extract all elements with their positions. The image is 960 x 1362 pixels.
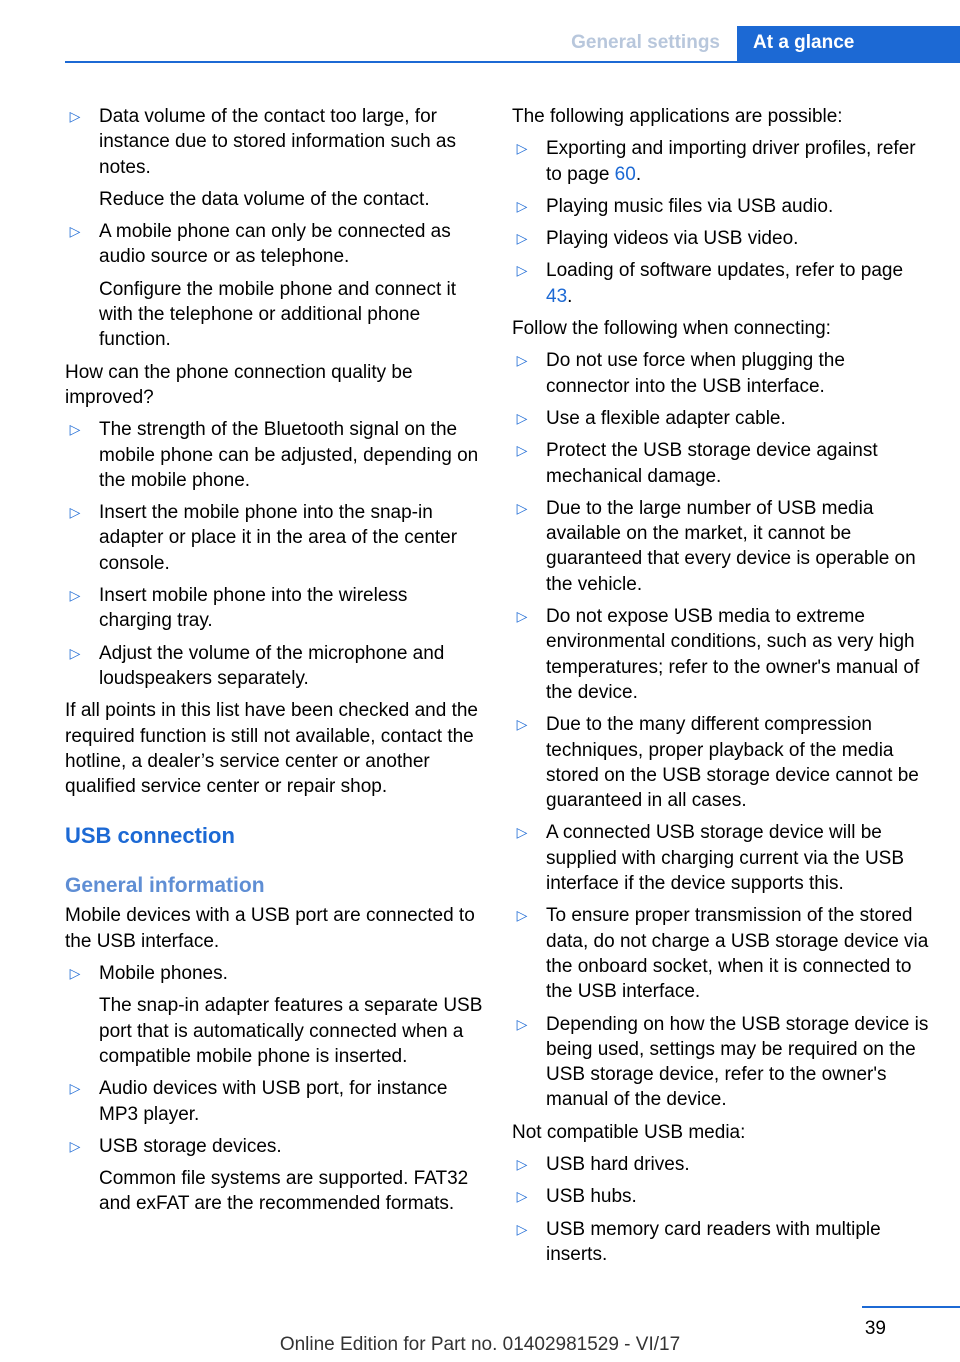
triangle-bullet-icon: ▷ bbox=[516, 499, 528, 516]
list-item bbox=[512, 1184, 930, 1209]
list-item bbox=[65, 104, 483, 212]
list-item-text: USB storage devices. bbox=[99, 1135, 282, 1157]
paragraph-follow: Follow the following when connecting: bbox=[512, 318, 831, 340]
triangle-bullet-icon: ▷ bbox=[516, 1155, 528, 1172]
list-item-subtext: Reduce the data volume of the contact. bbox=[99, 188, 430, 210]
page-number: 39 bbox=[864, 1318, 886, 1339]
page-link-43[interactable]: 43 bbox=[546, 285, 568, 307]
footer-edition: Online Edition for Part no. 01402981529 - VI/17 bbox=[279, 1334, 681, 1355]
list-item bbox=[512, 820, 930, 896]
list-item-text-end: . bbox=[635, 163, 642, 185]
paragraph-question: How can the phone connection quality be improved? bbox=[65, 361, 413, 408]
triangle-bullet-icon: ▷ bbox=[69, 504, 81, 521]
list-item-text: Do not expose USB media to extreme environmental conditions, such as very high temperatures; refer to the owner's manual of the device. bbox=[546, 606, 920, 703]
list-item bbox=[65, 500, 483, 576]
triangle-bullet-icon: ▷ bbox=[516, 197, 528, 214]
list-item bbox=[65, 417, 483, 493]
list-item bbox=[512, 1012, 930, 1113]
list-item-text: Playing music files via USB audio. bbox=[546, 195, 834, 217]
list-item-text-end: . bbox=[567, 285, 573, 307]
triangle-bullet-icon: ▷ bbox=[516, 716, 528, 733]
list-item-text: Use a flexible adapter cable. bbox=[546, 407, 786, 429]
paragraph-intro: Mobile devices with a USB port are connected to the USB interface. bbox=[65, 905, 475, 952]
paragraph-not-compatible: Not compatible USB media: bbox=[512, 1121, 746, 1143]
list-item bbox=[512, 194, 930, 219]
triangle-bullet-icon: ▷ bbox=[516, 140, 528, 157]
left-column bbox=[65, 104, 483, 1224]
list-item bbox=[512, 604, 930, 705]
list-item bbox=[65, 1134, 483, 1217]
list-item-text: USB hubs. bbox=[546, 1186, 637, 1208]
triangle-bullet-icon: ▷ bbox=[69, 644, 81, 661]
paragraph-final: If all points in this list have been checked and the required function is still not available, contact the hotline, a dealer’s service center or another qualified service center or repair shop. bbox=[65, 700, 478, 798]
list-item-text: Audio devices with USB port, for instance MP3 player. bbox=[99, 1078, 448, 1125]
list-item bbox=[512, 438, 930, 489]
list-item-text: Insert mobile phone into the wireless charging tray. bbox=[99, 585, 408, 632]
list-item-text: Playing videos via USB video. bbox=[546, 228, 799, 250]
triangle-bullet-icon: ▷ bbox=[69, 421, 81, 438]
right-column bbox=[512, 104, 930, 1274]
section-heading-usb: USB connection bbox=[65, 823, 235, 849]
list-item bbox=[512, 348, 930, 399]
list-item bbox=[65, 219, 483, 352]
paragraph-applications: The following applications are possible: bbox=[512, 106, 843, 127]
triangle-bullet-icon: ▷ bbox=[69, 1080, 81, 1097]
list-item-text: Insert the mobile phone into the snap-in adapter or place it in the area of the center console. bbox=[99, 502, 458, 574]
list-item-text: Due to the many different compression techniques, proper playback of the media stored on the USB storage device cannot be guaranteed in all cases. bbox=[546, 714, 919, 812]
triangle-bullet-icon: ▷ bbox=[516, 1015, 528, 1032]
list-item-text bbox=[546, 136, 930, 187]
triangle-bullet-icon: ▷ bbox=[69, 223, 81, 240]
list-item bbox=[512, 1217, 930, 1268]
list-item-text: USB memory card readers with multiple inserts. bbox=[546, 1218, 881, 1265]
list-item bbox=[65, 641, 483, 692]
list-item-subtext: Common file systems are supported. FAT32 and exFAT are the recommended formats. bbox=[99, 1168, 469, 1215]
list-item-text: The strength of the Bluetooth signal on the mobile phone can be adjusted, depending on the mobile phone. bbox=[99, 419, 479, 491]
list-item-text: Do not use force when plugging the connector into the USB interface. bbox=[546, 350, 845, 397]
triangle-bullet-icon: ▷ bbox=[516, 824, 528, 841]
list-item bbox=[512, 903, 930, 1004]
list-item bbox=[512, 226, 930, 251]
list-item-text: Depending on how the USB storage device is being used, settings may be required on the USB storage device, refer to the owner's manual of the device. bbox=[546, 1013, 929, 1111]
triangle-bullet-icon: ▷ bbox=[516, 442, 528, 459]
list-item bbox=[512, 496, 930, 597]
list-item bbox=[512, 406, 930, 431]
triangle-bullet-icon: ▷ bbox=[516, 1220, 528, 1237]
list-item-text: Adjust the volume of the microphone and loudspeakers separately. bbox=[99, 642, 445, 689]
triangle-bullet-icon: ▷ bbox=[69, 1137, 81, 1154]
list-item bbox=[512, 1152, 930, 1177]
list-item bbox=[512, 136, 930, 187]
list-item-subtext: The snap-in adapter features a separate USB port that is automatically connected when a compatible mobile phone is inserted. bbox=[99, 995, 483, 1067]
list-item-text: Data volume of the contact too large, for instance due to stored information such as notes. bbox=[99, 106, 456, 178]
list-item-text: A connected USB storage device will be supplied with charging current via the USB interface if the device supports this. bbox=[546, 822, 905, 895]
page-link-60[interactable]: 60 bbox=[614, 163, 636, 185]
list-item-text bbox=[546, 258, 930, 309]
list-item-text: USB hard drives. bbox=[546, 1153, 690, 1175]
list-item bbox=[65, 583, 483, 634]
triangle-bullet-icon: ▷ bbox=[516, 409, 528, 426]
header-chapter-tab: At a glance bbox=[737, 26, 960, 62]
list-item bbox=[65, 961, 483, 1069]
list-item bbox=[512, 712, 930, 813]
list-item bbox=[512, 258, 930, 309]
triangle-bullet-icon: ▷ bbox=[516, 230, 528, 247]
header-section-title: General settings bbox=[571, 32, 720, 53]
subsection-heading-general: General information bbox=[65, 874, 265, 898]
list-item-text-part: Exporting and importing driver profiles, refer to page bbox=[546, 138, 916, 185]
triangle-bullet-icon: ▷ bbox=[69, 108, 81, 124]
triangle-bullet-icon: ▷ bbox=[516, 1188, 528, 1205]
list-item-text: Protect the USB storage device against mechanical damage. bbox=[546, 440, 878, 487]
list-item-text: A mobile phone can only be connected as audio source or as telephone. bbox=[99, 221, 451, 268]
triangle-bullet-icon: ▷ bbox=[516, 262, 528, 279]
triangle-bullet-icon: ▷ bbox=[69, 965, 81, 982]
list-item bbox=[65, 1076, 483, 1127]
list-item-text: Due to the large number of USB media available on the market, it cannot be guaranteed that every device is operable on the vehicle. bbox=[546, 497, 916, 595]
triangle-bullet-icon: ▷ bbox=[69, 587, 81, 604]
list-item-text-part: Loading of software updates, refer to page bbox=[546, 260, 904, 282]
list-item-text: To ensure proper transmission of the stored data, do not charge a USB storage device via the onboard socket, when it is connected to the USB interface. bbox=[546, 905, 929, 1003]
page-number-rule bbox=[862, 1306, 960, 1308]
triangle-bullet-icon: ▷ bbox=[516, 352, 528, 369]
list-item-text: Mobile phones. bbox=[99, 963, 228, 985]
triangle-bullet-icon: ▷ bbox=[516, 608, 528, 625]
list-item-subtext: Configure the mobile phone and connect it with the telephone or additional phone function. bbox=[99, 278, 457, 351]
triangle-bullet-icon: ▷ bbox=[516, 907, 528, 924]
